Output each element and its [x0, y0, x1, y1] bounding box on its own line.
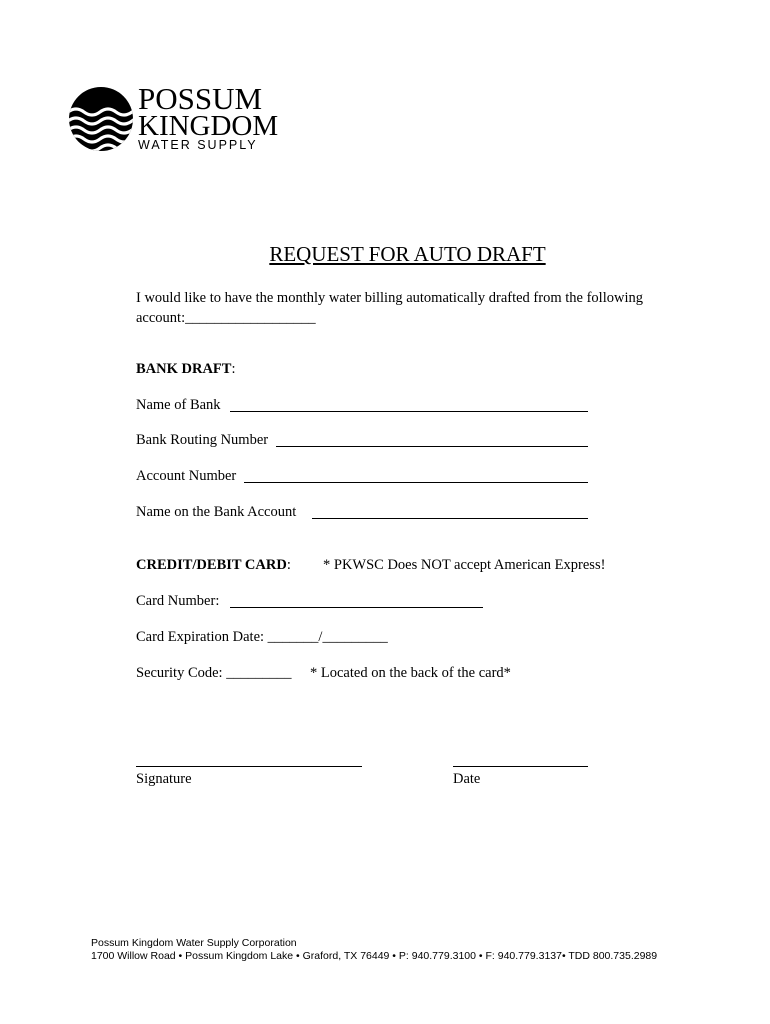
card-expiration-field[interactable]: Card Expiration Date: _______/_________	[136, 629, 388, 645]
signature-label: Signature	[136, 771, 192, 787]
logo-line-2: KINGDOM	[138, 110, 279, 142]
footer-address: 1700 Willow Road • Possum Kingdom Lake • Graford, TX 76449 • P: 940.779.3100 • F: 940.779.3137• TDD 800.735.2989	[91, 950, 658, 962]
page-title: REQUEST FOR AUTO DRAFT	[269, 242, 546, 266]
name-of-bank-field[interactable]	[230, 411, 588, 412]
security-code-field[interactable]: Security Code: _________	[136, 665, 292, 681]
name-on-account-field[interactable]	[312, 518, 588, 519]
intro-line-1: I would like to have the monthly water billing automatically drafted from the following	[136, 290, 643, 306]
routing-number-field[interactable]	[276, 446, 588, 447]
card-heading	[136, 556, 291, 574]
logo-line-3: WATER SUPPLY	[138, 138, 258, 152]
date-line[interactable]	[453, 766, 588, 767]
water-waves-icon	[68, 84, 134, 154]
footer-company-name: Possum Kingdom Water Supply Corporation	[91, 937, 297, 949]
routing-number-label: Bank Routing Number	[136, 432, 269, 448]
date-label: Date	[453, 771, 481, 787]
intro-line-2: account:__________________	[136, 310, 316, 326]
card-number-field[interactable]	[230, 607, 483, 608]
account-number-field[interactable]	[244, 482, 588, 483]
logo-line-1: POSSUM	[138, 81, 263, 116]
amex-note: * PKWSC Does NOT accept American Express!	[323, 557, 606, 573]
card-heading-colon: :	[286, 557, 291, 573]
company-logo	[68, 81, 279, 154]
bank-draft-heading-text: BANK DRAFT	[136, 361, 232, 377]
card-heading-text: CREDIT/DEBIT CARD	[136, 557, 287, 573]
account-number-label: Account Number	[136, 468, 237, 484]
bank-draft-heading-colon: :	[231, 361, 236, 377]
name-of-bank-label: Name of Bank	[136, 397, 221, 413]
card-number-label: Card Number:	[136, 593, 220, 609]
security-code-note: * Located on the back of the card*	[310, 665, 511, 681]
bank-draft-heading	[136, 360, 236, 378]
signature-line[interactable]	[136, 766, 362, 767]
name-on-account-label: Name on the Bank Account	[136, 504, 297, 520]
